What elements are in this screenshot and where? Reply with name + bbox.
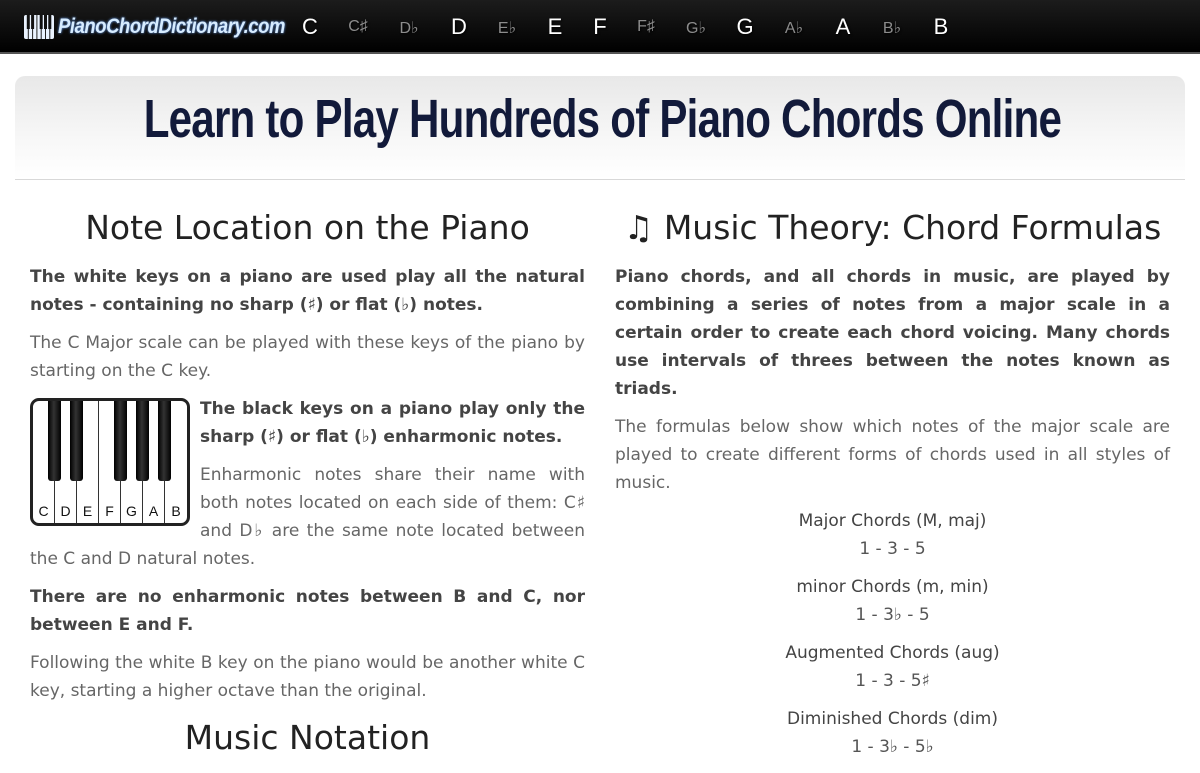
piano-key-label: B — [171, 503, 181, 519]
piano-black-key — [48, 401, 61, 481]
no-enharmonic-paragraph: There are no enharmonic notes between B and C, nor between E and F. — [30, 587, 585, 635]
nav-note-13[interactable]: B — [933, 14, 949, 39]
chord-intro-paragraph: Piano chords, and all chords in music, are played by combining a series of notes from a major scale in a certain order to create each chord voicing. Many chords use intervals of threes between the notes known as triads. — [615, 267, 1170, 399]
nav-note-6[interactable]: F — [593, 14, 607, 39]
nav-note-2[interactable]: D♭ — [399, 20, 419, 37]
chord-formula-value: 1 - 3 - 5♯ — [855, 671, 930, 691]
nav-note-10[interactable]: A♭ — [784, 20, 804, 37]
nav-note-3[interactable]: D — [451, 14, 467, 39]
brand-name: PianoChordDictionary.com — [58, 15, 285, 38]
piano-key-label: D — [60, 503, 71, 519]
piano-black-key — [70, 401, 83, 481]
nav-note-7[interactable]: F♯ — [637, 18, 655, 35]
page-title: Learn to Play Hundreds of Piano Chords Online — [143, 89, 1062, 149]
chord-formula-value: 1 - 3♭ - 5 — [855, 605, 930, 625]
note-location-section — [30, 205, 585, 773]
nav-note-11[interactable]: A — [835, 14, 851, 39]
note-location-heading: Note Location on the Piano — [85, 208, 530, 247]
piano-key-label: F — [105, 503, 114, 519]
top-navbar — [0, 0, 1200, 54]
piano-black-key — [158, 401, 171, 481]
chord-formulas-section — [615, 205, 1170, 771]
c-major-paragraph: The C Major scale can be played with these keys of the piano by starting on the C key. — [30, 333, 585, 381]
chord-formula — [615, 573, 1170, 629]
chord-formula-name: Major Chords (M, maj) — [798, 511, 987, 531]
black-keys-paragraph: The black keys on a piano play only the sharp (♯) or flat (♭) enharmonic notes. — [200, 399, 585, 447]
nav-note-4[interactable]: E♭ — [497, 20, 517, 37]
chord-formula-value: 1 - 3 - 5 — [859, 539, 926, 559]
enharmonic-paragraph: Enharmonic notes share their name with both notes located on each side of them: C♯ and D♭ are the same note located between the C and D natural notes. — [30, 465, 585, 569]
chord-formula-name: Augmented Chords (aug) — [785, 643, 1000, 663]
chord-formula-name: Diminished Chords (dim) — [786, 709, 998, 729]
piano-key-label: A — [148, 503, 159, 519]
piano-black-key — [114, 401, 127, 481]
chord-formula — [615, 705, 1170, 761]
piano-black-key — [136, 401, 149, 481]
nav-note-12[interactable]: B♭ — [882, 20, 902, 37]
music-note-icon: ♫ — [623, 208, 654, 247]
piano-key-label: C — [38, 503, 49, 519]
music-notation-heading: Music Notation — [184, 718, 431, 757]
hero-banner — [15, 76, 1185, 180]
piano-keyboard-image — [30, 398, 190, 526]
chord-formula-name: minor Chords (m, min) — [796, 577, 989, 597]
site-logo-link[interactable] — [24, 13, 316, 41]
piano-keys-icon — [24, 15, 54, 39]
nav-note-8[interactable]: G♭ — [686, 20, 706, 37]
chord-formula-value: 1 - 3♭ - 5♭ — [851, 737, 934, 757]
chord-formula — [615, 507, 1170, 563]
chord-formulas-heading — [615, 205, 1170, 251]
white-keys-paragraph: The white keys on a piano are used play all the natural notes - containing no sharp (♯) or flat (♭) notes. — [30, 267, 585, 315]
octave-paragraph: Following the white B key on the piano would be another white C key, starting a higher octave than the original. — [30, 653, 585, 701]
nav-note-5[interactable]: E — [547, 14, 563, 39]
nav-note-0[interactable]: C — [302, 14, 318, 39]
piano-key-label: E — [82, 503, 93, 519]
chord-formulas-heading-text: Music Theory: Chord Formulas — [663, 208, 1162, 247]
nav-note-1[interactable]: C♯ — [348, 18, 368, 35]
chord-formula — [615, 639, 1170, 695]
formula-list — [615, 507, 1170, 761]
formula-intro-paragraph: The formulas below show which notes of the major scale are played to create different forms of chords used in all styles of music. — [615, 417, 1170, 493]
piano-key-label: G — [126, 503, 137, 519]
nav-note-9[interactable]: G — [736, 14, 754, 39]
